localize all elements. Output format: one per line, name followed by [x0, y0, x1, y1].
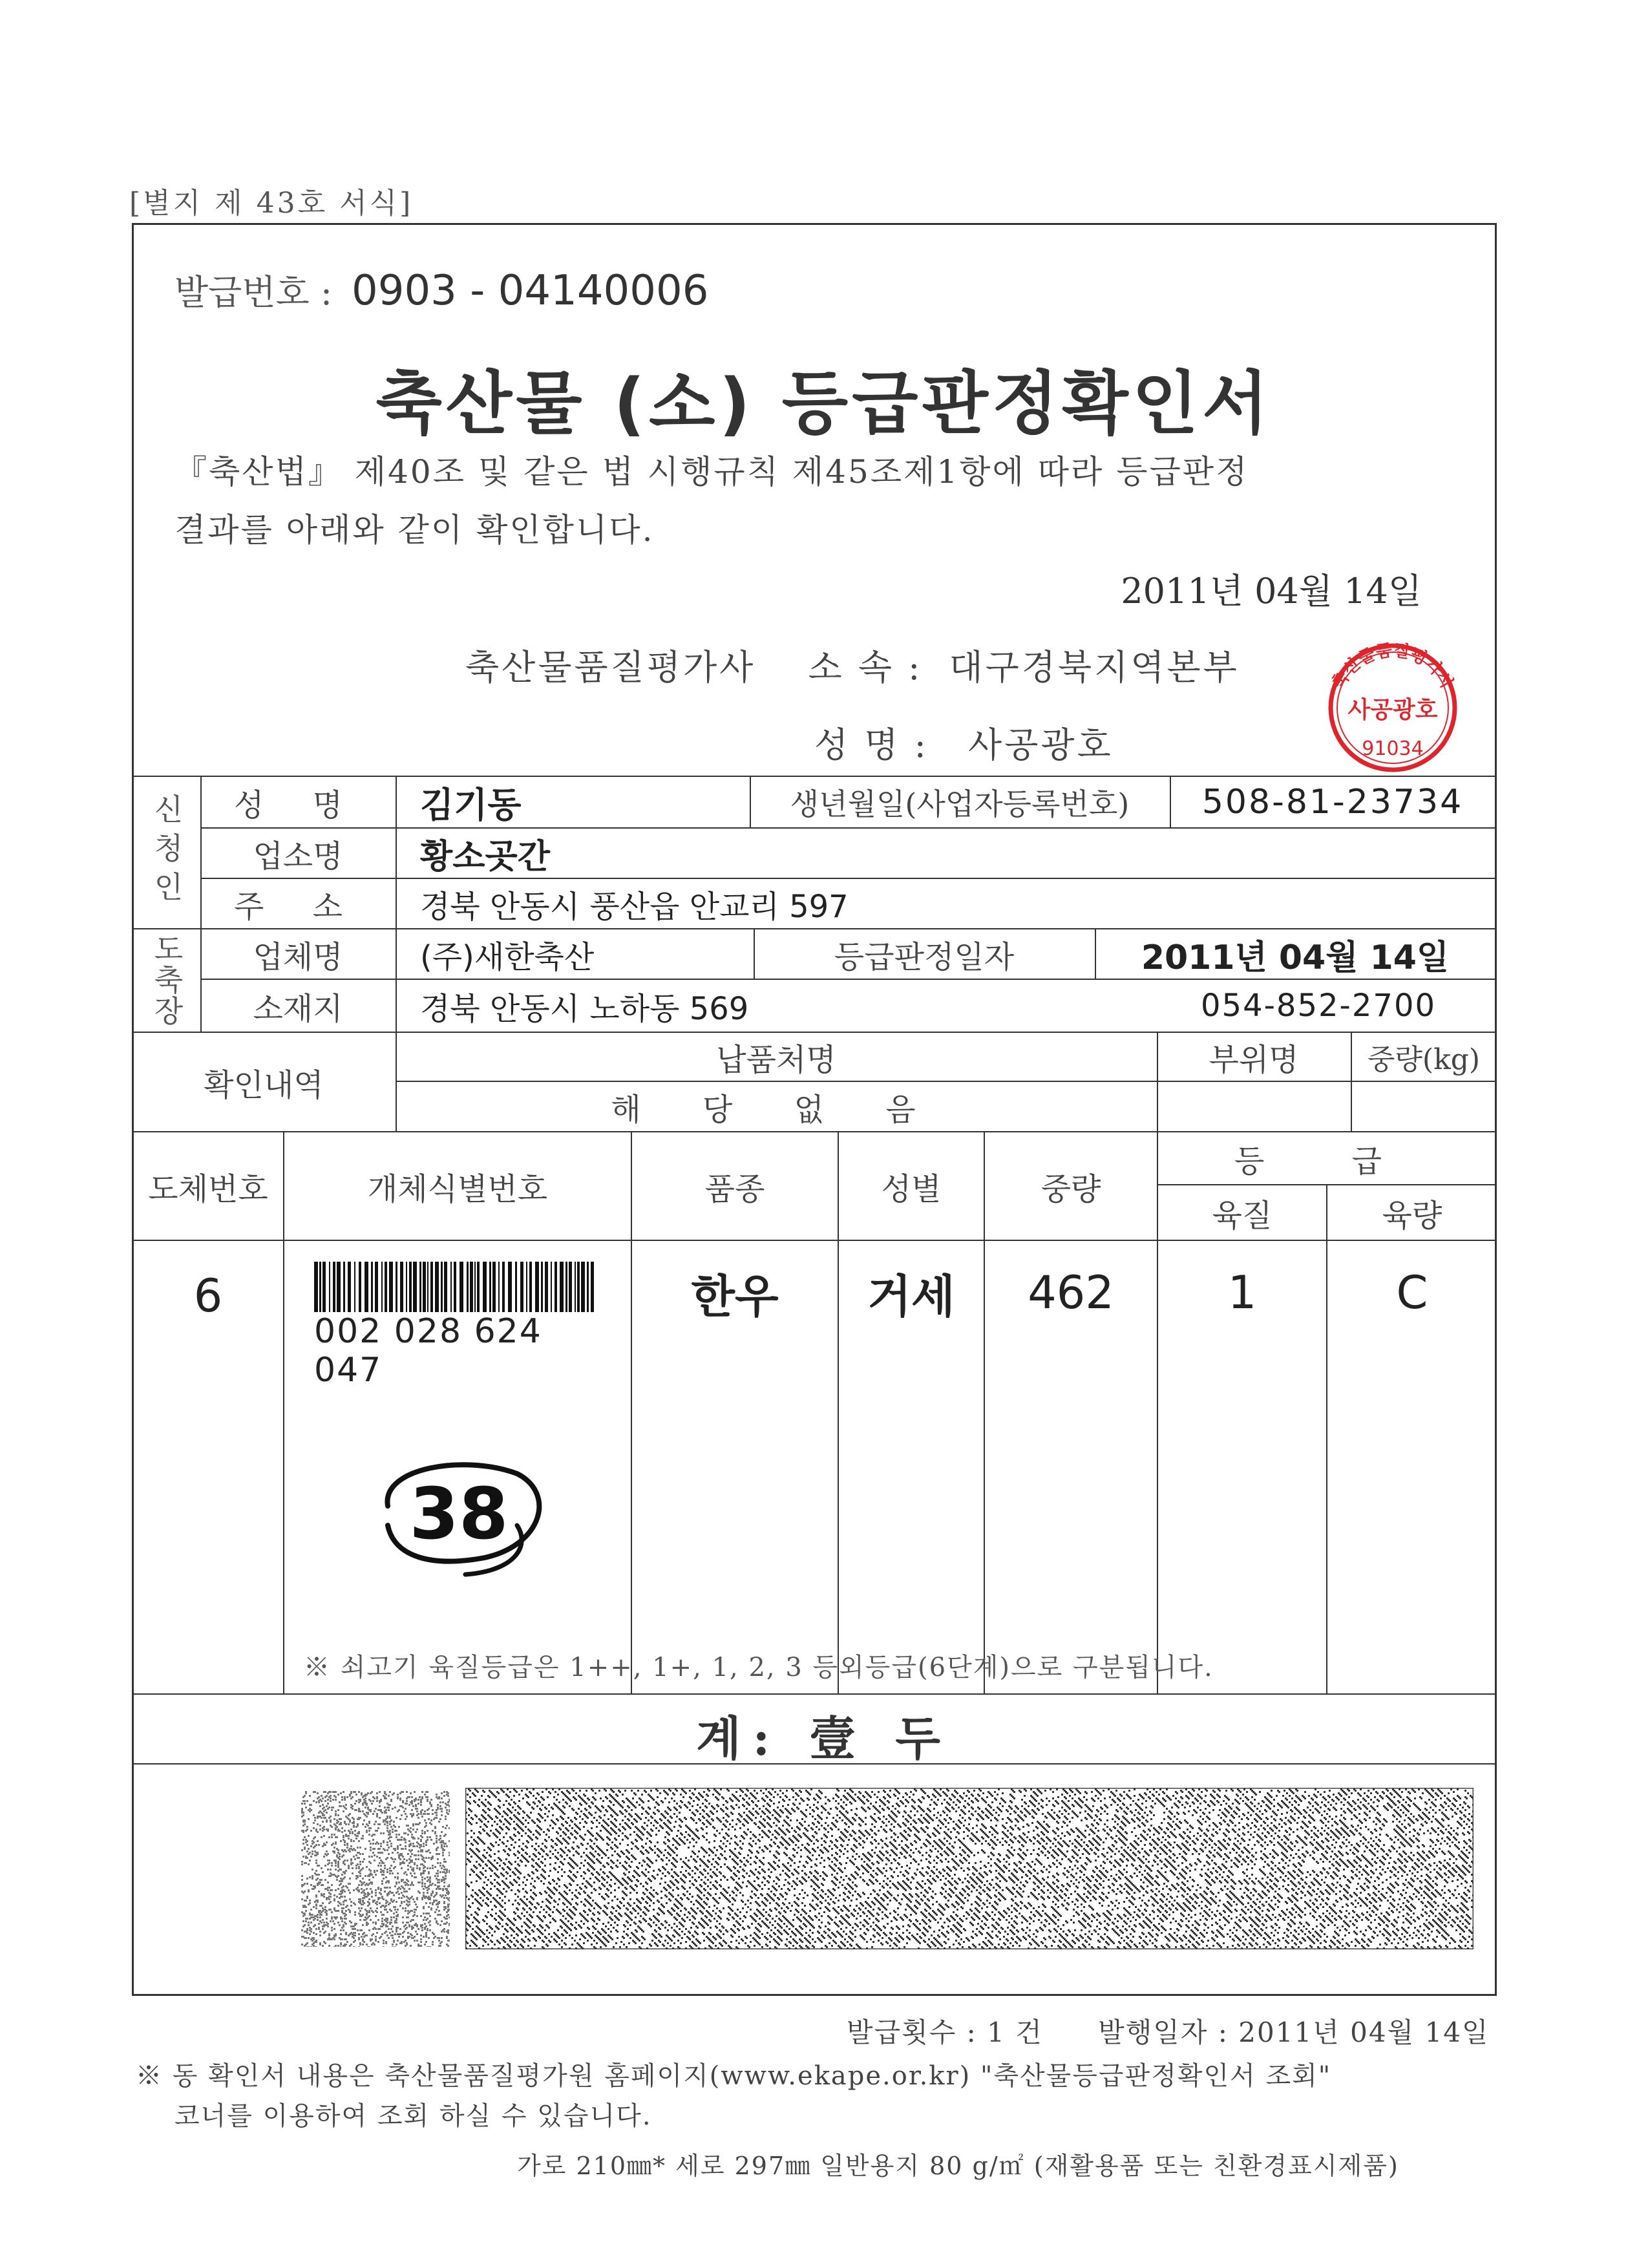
- applicant-name-label: 성 명: [234, 787, 362, 823]
- sex-header: 성별: [881, 1171, 942, 1207]
- affiliation-value: 대구경북지역본부: [949, 647, 1240, 688]
- issue-number-label: 발급번호 :: [174, 272, 333, 313]
- statement-line-2: 결과를 아래와 같이 확인합니다.: [174, 511, 655, 549]
- security-pattern-left: [301, 1790, 450, 1947]
- address-label: 주 소: [234, 888, 362, 925]
- yield-grade-header: 육량: [1382, 1197, 1442, 1234]
- quality-grade-value: 1: [1227, 1266, 1257, 1319]
- slaughterhouse-section-text: 도축장: [149, 933, 184, 1026]
- footer-notice-line-1: ※ 동 확인서 내용은 축산물품질평가원 홈페이지(www.ekape.or.kr) "축산물등급판정확인서 조회": [136, 2061, 1332, 2091]
- id-number-header: 개체식별번호: [367, 1171, 548, 1207]
- affiliation-label: 소 속 :: [808, 647, 923, 688]
- business-name-label: 업소명: [253, 838, 343, 874]
- applicant-section-text: 신청인: [149, 794, 184, 910]
- evaluator-title: 축산물품질평가사: [465, 647, 756, 688]
- company-name-label: 업체명: [253, 938, 343, 975]
- statement-line-1: 『축산법』 제40조 및 같은 법 시행규칙 제45조제1항에 따라 등급판정: [174, 453, 1249, 491]
- official-seal-stamp: [1312, 640, 1474, 776]
- part-name-label: 부위명: [1209, 1041, 1299, 1078]
- weight-header: 중량: [1041, 1171, 1101, 1207]
- yield-grade-value: C: [1396, 1266, 1428, 1319]
- grading-date-label: 등급판정일자: [834, 938, 1015, 975]
- confirmation-label: 확인내역: [204, 1066, 324, 1103]
- slaughterhouse-section-label: [133, 928, 200, 1032]
- delivery-value: 해 당 없 음: [611, 1091, 942, 1128]
- evaluator-affiliation: [465, 640, 1240, 690]
- breed-header: 품종: [704, 1171, 765, 1207]
- location-label: 소재지: [253, 990, 343, 1027]
- business-name: 황소곳간: [420, 837, 550, 876]
- sex-value: 거세: [867, 1269, 955, 1323]
- stamp-number: 91034: [1362, 737, 1424, 760]
- delivery-name-label: 납품처명: [716, 1041, 836, 1078]
- grading-date: 2011년 04월 14일: [1141, 938, 1450, 977]
- business-registration-number: 508-81-23734: [1201, 783, 1464, 821]
- name-value: 사공광호: [968, 725, 1114, 765]
- stamp-arc-text: 축산물품질평가사: [1328, 641, 1457, 693]
- slaughterhouse-phone: 054-852-2700: [1200, 988, 1437, 1024]
- footer-paper-spec: 가로 210㎜* 세로 297㎜ 일반용지 80 g/㎡ (재활용품 또는 친환경표시제품): [517, 2152, 1399, 2180]
- security-pattern-right: [465, 1788, 1474, 1949]
- carcass-number: 6: [193, 1269, 223, 1322]
- footer-issue-info: [847, 2011, 1490, 2050]
- stamp-name: 사공광호: [1347, 697, 1438, 723]
- evaluator-name: [814, 717, 1114, 767]
- issue-number: [174, 265, 708, 315]
- animal-id-number: 002 028 624 047: [314, 1312, 542, 1390]
- total-count: 계: 壹 두: [696, 1711, 952, 1766]
- weight-value: 462: [1028, 1266, 1114, 1319]
- applicant-section-label: [133, 776, 200, 928]
- svg-text:축산물품질평가사: [1329, 640, 1458, 693]
- name-label: 성 명 :: [814, 725, 929, 765]
- carcass-number-header: 도체번호: [148, 1171, 268, 1207]
- slaughterhouse-location: 경북 안동시 노하동 569: [420, 990, 749, 1027]
- birth-date-label: 생년월일(사업자등록번호): [790, 787, 1130, 821]
- barcode-icon: [314, 1262, 598, 1312]
- applicant-name: 김기동: [420, 784, 522, 825]
- footer-issue-date: 발행일자 : 2011년 04월 14일: [1098, 2017, 1490, 2048]
- applicant-address: 경북 안동시 풍산읍 안교리 597: [420, 888, 849, 925]
- grade-header: 등 급: [1234, 1143, 1421, 1180]
- quality-grade-header: 육질: [1212, 1197, 1273, 1234]
- form-number-label: [별지 제 43호 서식]: [129, 187, 414, 220]
- document-title: 축산물 (소) 등급판정확인서: [375, 364, 1273, 443]
- issue-date: 2011년 04월 14일: [1121, 571, 1422, 611]
- issue-number-value: 0903 - 04140006: [352, 267, 709, 315]
- weight-kg-label: 중량(kg): [1367, 1043, 1481, 1076]
- footer-notice-line-2: 코너를 이용하여 조회 하실 수 있습니다.: [174, 2101, 652, 2131]
- handwritten-number: 38: [409, 1472, 509, 1555]
- issue-count: 발급횟수 : 1 건: [847, 2017, 1043, 2048]
- breed-value: 한우: [691, 1269, 779, 1323]
- handwritten-number-mark: [368, 1448, 556, 1577]
- company-name: (주)새한축산: [420, 938, 595, 975]
- quality-grade-note: ※ 쇠고기 육질등급은 1++, 1+, 1, 2, 3 등외등급(6단계)으로 구분됩니다.: [304, 1653, 1214, 1682]
